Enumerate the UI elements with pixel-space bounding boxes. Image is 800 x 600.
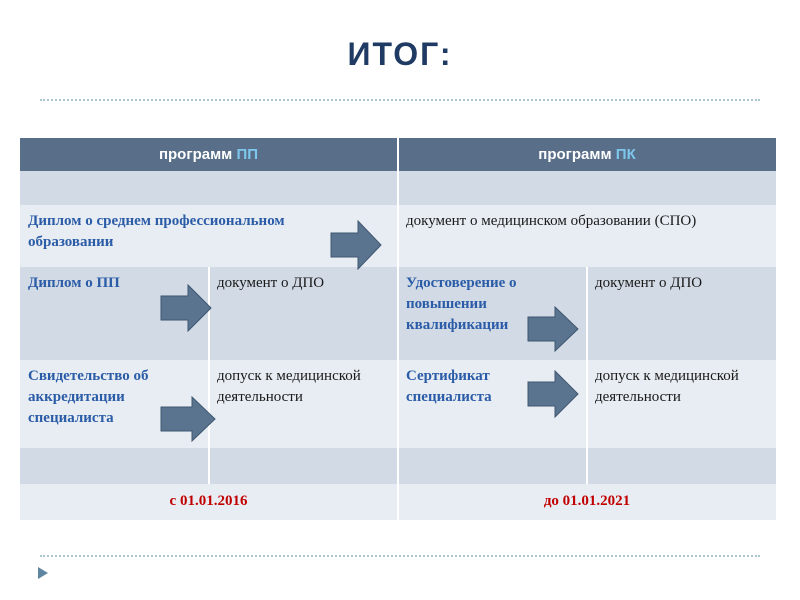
column-separator bbox=[397, 138, 399, 520]
header-pp-highlight: ПП bbox=[236, 146, 259, 163]
empty-row-2-c3 bbox=[398, 448, 586, 484]
diploma-spo-cell: Диплом о среднем профессиональном образовании bbox=[20, 205, 397, 267]
medical-admission-cell-2: допуск к медицинской деятельности bbox=[587, 360, 776, 448]
qualification-certificate-cell: Удостоверение о повышении квалификации bbox=[398, 267, 586, 360]
med-education-doc-cell: документ о медицинском образовании (СПО) bbox=[398, 205, 776, 267]
start-date-cell: с 01.01.2016 bbox=[20, 484, 397, 520]
empty-row-2-c2 bbox=[209, 448, 397, 484]
bullet-arrow-icon bbox=[38, 567, 48, 579]
bottom-divider bbox=[40, 555, 760, 557]
dpo-doc-cell-2: документ о ДПО bbox=[587, 267, 776, 360]
empty-row-1-right bbox=[398, 171, 776, 205]
arrow-right-icon bbox=[160, 396, 216, 442]
header-cell-pp bbox=[20, 138, 397, 171]
medical-admission-cell-1: допуск к медицинской деятельности bbox=[209, 360, 397, 448]
arrow-right-icon bbox=[527, 306, 579, 352]
dpo-doc-cell-1: документ о ДПО bbox=[209, 267, 397, 360]
header-pk-highlight: ПК bbox=[615, 146, 636, 163]
top-divider bbox=[40, 99, 760, 101]
empty-row-2-c1 bbox=[20, 448, 208, 484]
column-separator bbox=[586, 267, 588, 484]
diploma-pp-cell: Диплом о ПП bbox=[20, 267, 208, 360]
arrow-right-icon bbox=[160, 284, 212, 332]
arrow-right-icon bbox=[527, 370, 579, 418]
header-pk-prefix: программ bbox=[538, 146, 612, 163]
arrow-right-icon bbox=[330, 220, 382, 270]
empty-row-2-c4 bbox=[587, 448, 776, 484]
header-cell-pk bbox=[398, 138, 776, 171]
header-pp-prefix: программ bbox=[158, 146, 233, 163]
accreditation-cell: Свидетельство об аккредитации специалиста bbox=[20, 360, 208, 448]
page-title: ИТОГ: bbox=[347, 36, 453, 72]
comparison-table bbox=[20, 138, 776, 520]
specialist-certificate-cell: Сертификат специалиста bbox=[398, 360, 586, 448]
end-date-cell: до 01.01.2021 bbox=[398, 484, 776, 520]
empty-row-1-left bbox=[20, 171, 397, 205]
